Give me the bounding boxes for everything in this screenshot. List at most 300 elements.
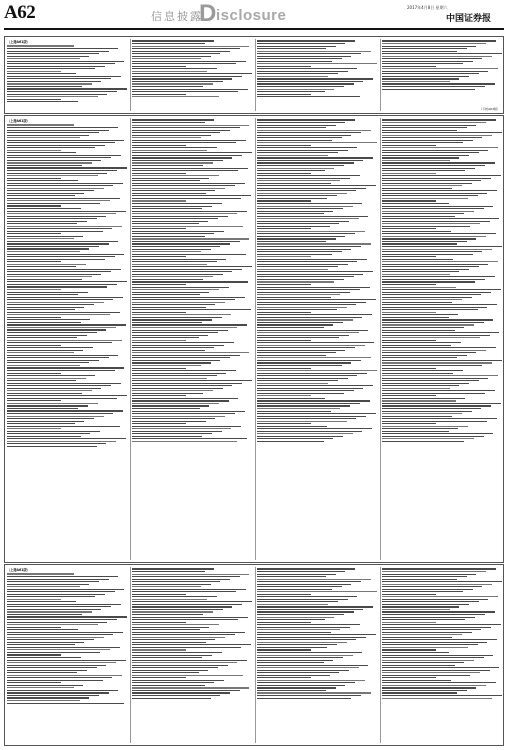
text-line: [132, 71, 207, 72]
text-line: [257, 660, 333, 661]
text-line: [382, 670, 490, 671]
text-line: [7, 680, 103, 681]
text-line: [257, 606, 373, 607]
text-line: [382, 53, 502, 54]
text-line: [132, 203, 222, 204]
text-line: [382, 581, 502, 582]
text-line: [7, 94, 107, 95]
text-line: [132, 619, 238, 620]
text-line: [7, 642, 84, 643]
text-line: [382, 195, 478, 196]
text-line: [132, 43, 205, 44]
text-line: [132, 81, 223, 82]
text-line: [7, 443, 106, 444]
text-line: [382, 200, 436, 201]
text-line: [382, 418, 497, 419]
text-line: [382, 317, 449, 318]
text-line: [7, 319, 90, 320]
text-line: [132, 383, 242, 384]
text-line: [382, 388, 450, 389]
text-line: [382, 304, 497, 305]
text-line: [257, 208, 343, 209]
text-line: [7, 692, 109, 693]
text-line: [132, 634, 235, 635]
text-line: [257, 324, 333, 325]
text-line: [257, 345, 365, 346]
text-line: [382, 619, 465, 620]
text-line: [132, 438, 247, 439]
text-line: [132, 324, 247, 325]
text-line: [7, 254, 124, 255]
text-line: [132, 284, 186, 285]
text-line: [257, 393, 344, 394]
text-line: [257, 627, 350, 628]
text-line: [257, 619, 325, 620]
text-line: [7, 48, 118, 49]
text-line: [7, 327, 116, 328]
text-line: [382, 368, 436, 369]
text-line: [382, 568, 496, 569]
text-line: [257, 418, 356, 419]
text-line: [257, 632, 331, 633]
text-line: [257, 66, 311, 67]
text-line: [257, 211, 333, 212]
text-line: [132, 695, 220, 696]
text-line: [382, 292, 491, 293]
text-line: [132, 426, 241, 427]
text-line: [7, 170, 117, 171]
text-line: [132, 243, 230, 244]
text-line: [132, 231, 224, 232]
text-line: [132, 601, 252, 602]
text-line: [257, 675, 330, 676]
text-line: [7, 185, 113, 186]
text-line: [257, 584, 351, 585]
masthead: [0, 0, 508, 30]
text-line: [257, 56, 351, 57]
text-line: [132, 249, 211, 250]
text-line: [257, 698, 351, 699]
text-line: [7, 124, 74, 125]
text-line: [382, 692, 457, 693]
text-line: [132, 53, 220, 54]
text-line: [382, 223, 480, 224]
text-line: [257, 287, 370, 288]
text-line: [382, 622, 436, 623]
text-line: [382, 193, 487, 194]
text-line: [382, 370, 463, 371]
text-line: [382, 634, 462, 635]
text-line: [7, 365, 80, 366]
text-line: [132, 223, 199, 224]
text-line: [257, 421, 347, 422]
text-line: [257, 185, 376, 186]
text-line: [7, 428, 61, 429]
text-line: [7, 619, 117, 620]
text-line: [382, 218, 499, 219]
text-line: [382, 332, 499, 333]
text-line: [257, 145, 311, 146]
text-line: [257, 157, 373, 158]
text-line: [382, 385, 459, 386]
text-line: [7, 695, 99, 696]
text-line: [132, 183, 245, 184]
text-line: [382, 655, 493, 656]
text-line: [257, 61, 332, 62]
text-line: [257, 405, 350, 406]
text-line: [132, 373, 226, 374]
text-line: [382, 352, 476, 353]
text-line: [132, 292, 209, 293]
text-line: [257, 137, 342, 138]
text-line: [7, 200, 110, 201]
text-line: [257, 142, 377, 143]
text-line: [257, 231, 365, 232]
text-line: [382, 168, 475, 169]
text-line: [7, 248, 89, 249]
text-line: [132, 254, 246, 255]
text-line: [382, 309, 478, 310]
text-line: [382, 58, 482, 59]
announcement-block-bottom: [4, 564, 504, 746]
text-line: [257, 352, 336, 353]
text-line: [7, 228, 112, 229]
text-line: [382, 307, 487, 308]
text-line: [257, 299, 376, 300]
text-line: [257, 680, 365, 681]
text-line: [7, 165, 82, 166]
text-line: [257, 622, 311, 623]
text-line: [132, 682, 214, 683]
text-line: [257, 218, 359, 219]
text-line: [257, 76, 328, 77]
text-line: [132, 193, 206, 194]
text-line: [7, 601, 76, 602]
section-title-cn: 信息披露: [151, 10, 203, 23]
text-line: [382, 586, 482, 587]
text-line: [257, 284, 311, 285]
text-line: [382, 241, 467, 242]
text-line: [382, 652, 449, 653]
text-line: [7, 261, 61, 262]
text-line: [132, 591, 236, 592]
text-line: [382, 76, 469, 77]
text-line: [382, 690, 467, 691]
text-line: [7, 256, 115, 257]
text-line: [257, 322, 343, 323]
text-line: [132, 692, 230, 693]
text-line: [132, 147, 217, 148]
text-line: [132, 622, 186, 623]
text-line: [257, 150, 348, 151]
text-line: [382, 56, 492, 57]
text-line: [382, 231, 451, 232]
text-line: [382, 637, 452, 638]
text-line: [7, 88, 127, 89]
text-line: [132, 206, 212, 207]
text-line: [257, 332, 359, 333]
text-line: [257, 682, 355, 683]
text-line: [382, 649, 436, 650]
text-line: [382, 183, 472, 184]
text-line: [7, 271, 111, 272]
text-line: [382, 122, 486, 123]
text-line: [7, 281, 127, 282]
text-line: [382, 327, 464, 328]
text-line: [132, 680, 224, 681]
text-line: [382, 647, 468, 648]
text-line: [132, 690, 240, 691]
text-line: [382, 421, 487, 422]
text-line: [132, 238, 249, 239]
text-line: [382, 599, 488, 600]
text-line: [132, 642, 206, 643]
text-line: [382, 140, 473, 141]
text-column: [380, 37, 505, 113]
text-line: [382, 213, 464, 214]
text-line: [132, 352, 249, 353]
text-line: [7, 135, 89, 136]
text-line: [7, 604, 121, 605]
text-line: [257, 383, 328, 384]
text-line: [132, 667, 218, 668]
text-line: [257, 46, 336, 47]
text-line: [7, 221, 87, 222]
text-line: [257, 152, 338, 153]
text-line: [382, 665, 455, 666]
text-line: [132, 416, 225, 417]
text-line: [257, 692, 371, 693]
text-line: [257, 373, 367, 374]
text-line: [132, 388, 223, 389]
text-line: [257, 259, 367, 260]
text-line: [257, 657, 343, 658]
text-line: [382, 330, 455, 331]
text-line: [7, 307, 84, 308]
text-line: [132, 89, 248, 90]
text-line: [382, 335, 490, 336]
text-line: [7, 413, 113, 414]
text-line: [132, 370, 236, 371]
text-line: [257, 132, 361, 133]
text-line: [7, 147, 95, 148]
text-line: [257, 228, 311, 229]
text-line: [7, 438, 126, 439]
text-line: [7, 687, 74, 688]
text-line: [257, 83, 354, 84]
text-line: [132, 251, 201, 252]
text-line: [132, 180, 200, 181]
text-line: [7, 388, 101, 389]
text-line: [257, 249, 351, 250]
text-line: [257, 58, 342, 59]
text-line: [257, 690, 326, 691]
text-line: [7, 700, 80, 701]
text-line: [257, 423, 311, 424]
text-line: [382, 319, 493, 320]
text-line: [257, 226, 330, 227]
text-line: [7, 433, 90, 434]
text-line: [132, 594, 186, 595]
text-line: [382, 574, 476, 575]
text-column: [255, 565, 380, 745]
text-line: [132, 350, 205, 351]
text-line: [382, 383, 469, 384]
text-line: [257, 400, 370, 401]
text-line: [257, 388, 363, 389]
text-line: [382, 314, 458, 315]
text-line: [7, 357, 109, 358]
text-line: [382, 287, 456, 288]
text-line: [7, 150, 61, 151]
text-line: [132, 63, 236, 64]
text-line: [132, 165, 203, 166]
text-line: [257, 581, 361, 582]
text-line: [257, 370, 377, 371]
text-line: [132, 271, 232, 272]
text-line: [7, 390, 92, 391]
text-line: [257, 183, 331, 184]
text-line: [132, 170, 238, 171]
text-line: [132, 91, 238, 92]
section-title-en: isclosure: [216, 7, 287, 24]
text-line: [382, 614, 485, 615]
text-line: [132, 380, 252, 381]
text-line: [382, 698, 492, 699]
text-line: [132, 152, 252, 153]
text-line: [382, 71, 488, 72]
text-line: [7, 78, 111, 79]
text-line: [7, 362, 89, 363]
text-line: [7, 130, 109, 131]
text-line: [382, 441, 464, 442]
text-line: [132, 48, 240, 49]
text-line: [382, 135, 492, 136]
text-line: [7, 175, 98, 176]
text-line: [382, 185, 462, 186]
text-line: [132, 269, 242, 270]
text-line: [257, 96, 360, 97]
text-line: [382, 271, 459, 272]
text-line: [7, 393, 82, 394]
text-line: [7, 637, 104, 638]
text-line: [132, 632, 245, 633]
text-line: [257, 213, 324, 214]
text-line: [7, 380, 76, 381]
text-line: [132, 312, 186, 313]
text-line: [7, 226, 122, 227]
text-line: [257, 165, 344, 166]
text-line: [257, 576, 326, 577]
text-line: [257, 347, 355, 348]
text-line: [7, 294, 78, 295]
text-line: [132, 345, 224, 346]
text-line: [257, 168, 334, 169]
text-line: [257, 51, 371, 52]
text-line: [382, 428, 458, 429]
text-line: [132, 216, 228, 217]
text-line: [7, 91, 117, 92]
text-line: [257, 670, 349, 671]
text-line: [257, 53, 361, 54]
text-line: [382, 40, 496, 41]
text-line: [257, 135, 351, 136]
text-line: [132, 279, 203, 280]
text-line: [257, 130, 371, 131]
text-line: [132, 289, 219, 290]
text-line: [132, 140, 246, 141]
text-line: [257, 413, 376, 414]
text-line: [7, 579, 109, 580]
text-line: [7, 233, 61, 234]
text-line: [132, 119, 214, 120]
text-line: [382, 276, 495, 277]
text-line: [7, 403, 98, 404]
text-line: [7, 423, 75, 424]
text-line: [7, 416, 104, 417]
text-line: [382, 408, 481, 409]
text-line: [257, 574, 336, 575]
text-line: [257, 266, 338, 267]
text-line: [257, 304, 356, 305]
continuation-note: （上接A61版）: [7, 119, 30, 123]
text-line: [132, 568, 214, 569]
text-line: [132, 574, 249, 575]
text-line: [382, 256, 436, 257]
text-line: [132, 408, 200, 409]
text-line: [257, 357, 371, 358]
text-line: [382, 662, 464, 663]
text-line: [382, 157, 459, 158]
text-line: [382, 152, 479, 153]
text-line: [7, 76, 121, 77]
text-line: [382, 579, 457, 580]
text-line: [382, 398, 465, 399]
text-line: [257, 86, 344, 87]
text-line: [132, 168, 248, 169]
text-line: [257, 68, 357, 69]
text-line: [257, 609, 363, 610]
text-line: [7, 73, 76, 74]
text-line: [132, 160, 223, 161]
text-line: [7, 140, 124, 141]
text-line: [257, 395, 311, 396]
text-line: [7, 629, 78, 630]
text-line: [7, 703, 124, 704]
text-line: [132, 281, 248, 282]
text-line: [257, 276, 354, 277]
text-line: [382, 299, 462, 300]
text-line: [7, 314, 110, 315]
text-line: [382, 357, 457, 358]
text-column: [130, 37, 255, 113]
text-line: [7, 576, 118, 577]
text-line: [132, 330, 228, 331]
text-line: [257, 254, 332, 255]
text-line: [257, 677, 311, 678]
text-line: [132, 150, 207, 151]
text-line: [382, 261, 498, 262]
text-line: [7, 286, 107, 287]
text-line: [132, 276, 213, 277]
text-line: [382, 137, 482, 138]
text-line: [132, 411, 245, 412]
text-line: [132, 211, 247, 212]
text-line: [257, 195, 337, 196]
text-line: [382, 170, 465, 171]
text-line: [132, 294, 200, 295]
text-line: [382, 362, 492, 363]
